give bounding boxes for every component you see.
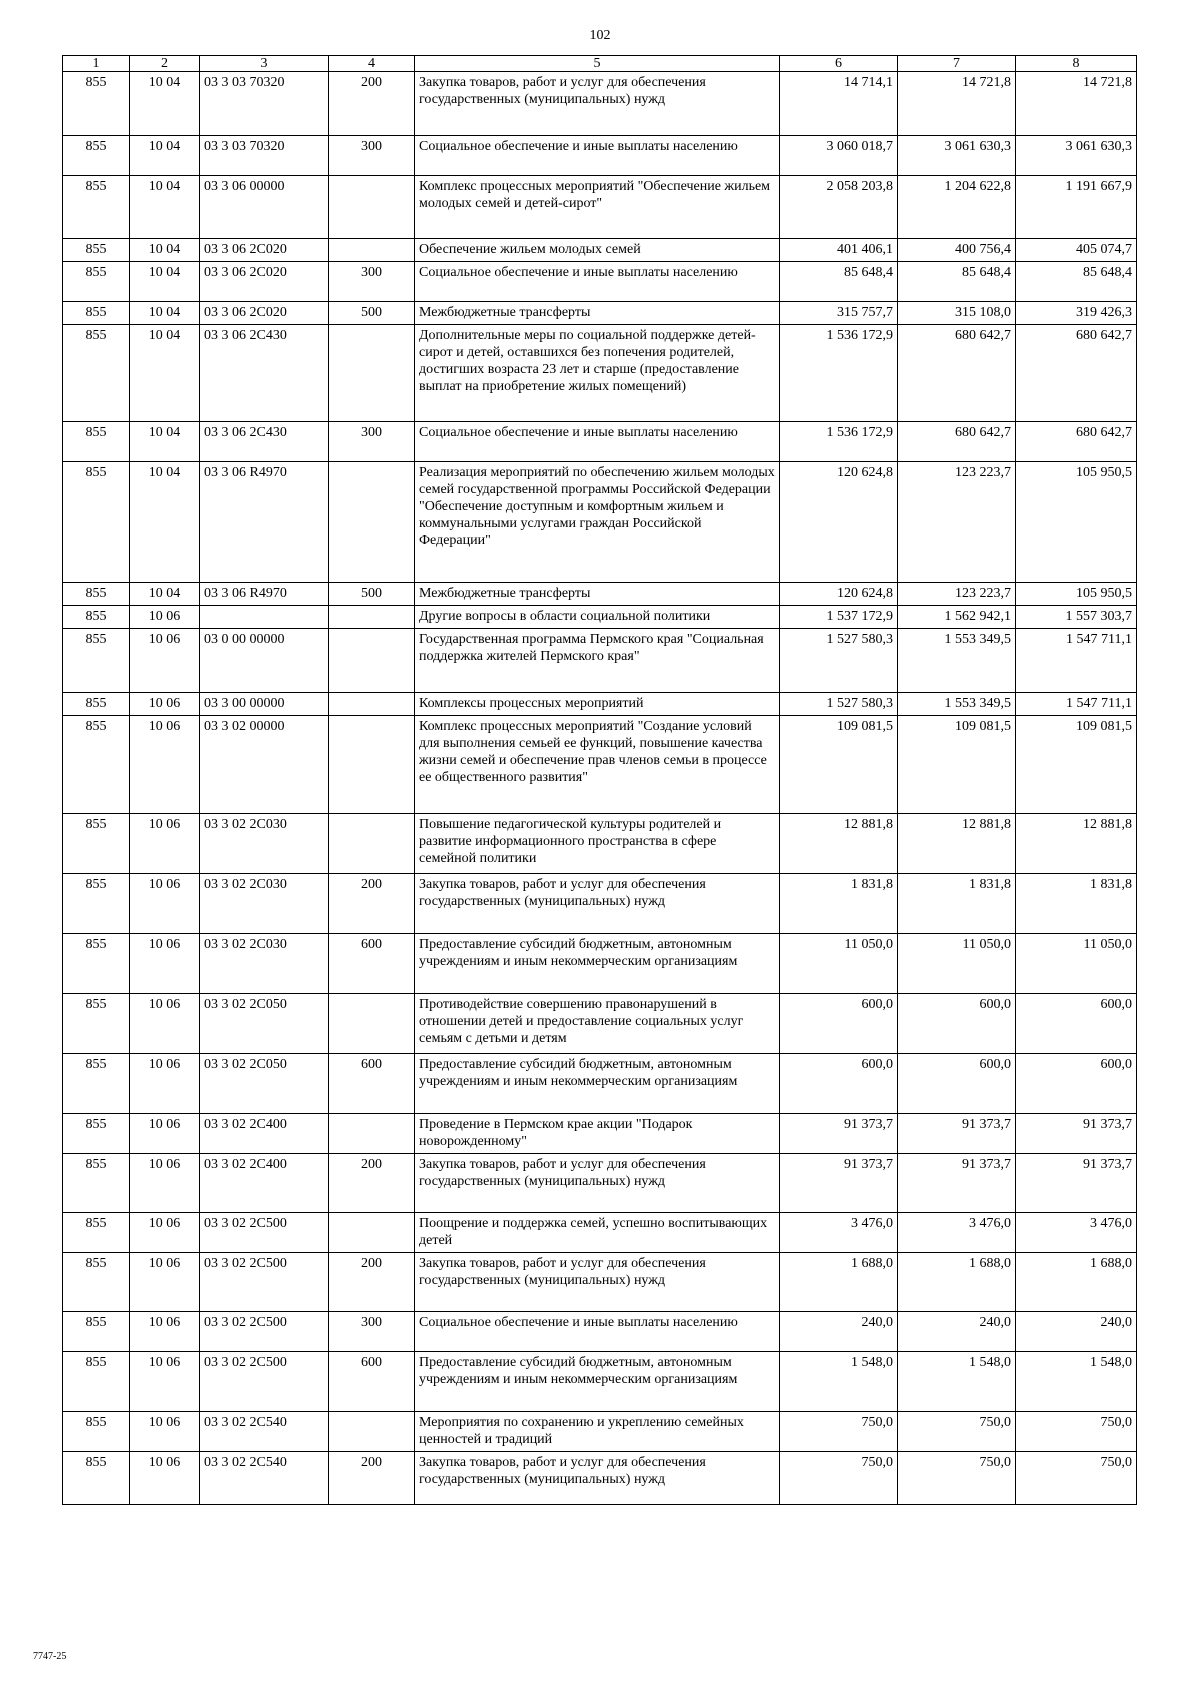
amount-year1-cell: 1 831,8 (780, 874, 898, 934)
amount-year3-cell: 85 648,4 (1016, 262, 1137, 302)
amount-year2-cell: 1 553 349,5 (898, 629, 1016, 693)
column-header: 2 (130, 56, 200, 72)
code-gr-cell: 855 (63, 1352, 130, 1412)
expense-type-cell: 200 (329, 1452, 415, 1505)
section-code-cell: 10 04 (130, 422, 200, 462)
amount-year1-cell: 91 373,7 (780, 1114, 898, 1154)
amount-year2-cell: 1 204 622,8 (898, 176, 1016, 239)
table-row (63, 606, 1137, 629)
target-article-cell: 03 3 02 2С050 (200, 1054, 329, 1114)
amount-year2-cell: 91 373,7 (898, 1114, 1016, 1154)
expense-type-cell: 300 (329, 136, 415, 176)
section-code-cell: 10 06 (130, 874, 200, 934)
expense-type-cell: 300 (329, 1312, 415, 1352)
table-row (63, 325, 1137, 422)
item-name-cell: Закупка товаров, работ и услуг для обеспечения государственных (муниципальных) нужд (415, 72, 780, 136)
table-row (63, 583, 1137, 606)
code-gr-cell: 855 (63, 934, 130, 994)
code-gr-cell: 855 (63, 814, 130, 874)
amount-year3-cell: 1 557 303,7 (1016, 606, 1137, 629)
target-article-cell: 03 3 06 2С430 (200, 325, 329, 422)
amount-year3-cell: 1 688,0 (1016, 1253, 1137, 1312)
code-gr-cell: 855 (63, 1114, 130, 1154)
column-header: 8 (1016, 56, 1137, 72)
code-gr-cell: 855 (63, 629, 130, 693)
amount-year2-cell: 1 548,0 (898, 1352, 1016, 1412)
page-number: 102 (589, 28, 611, 43)
amount-year1-cell: 315 757,7 (780, 302, 898, 325)
expense-type-cell: 300 (329, 262, 415, 302)
target-article-cell: 03 3 06 2С430 (200, 422, 329, 462)
amount-year1-cell: 600,0 (780, 994, 898, 1054)
code-gr-cell: 855 (63, 1312, 130, 1352)
item-name-cell: Мероприятия по сохранению и укреплению семейных ценностей и традиций (415, 1412, 780, 1452)
amount-year1-cell: 3 476,0 (780, 1213, 898, 1253)
expense-type-cell (329, 462, 415, 583)
expense-type-cell (329, 1114, 415, 1154)
table-row (63, 422, 1137, 462)
table-body (63, 72, 1137, 1505)
target-article-cell: 03 3 02 2С400 (200, 1154, 329, 1213)
code-gr-cell: 855 (63, 1412, 130, 1452)
item-name-cell: Предоставление субсидий бюджетным, автономным учреждениям и иным некоммерческим организациям (415, 1352, 780, 1412)
amount-year2-cell: 315 108,0 (898, 302, 1016, 325)
amount-year1-cell: 2 058 203,8 (780, 176, 898, 239)
column-header: 5 (415, 56, 780, 72)
code-gr-cell: 855 (63, 583, 130, 606)
expense-type-cell (329, 994, 415, 1054)
section-code-cell: 10 06 (130, 814, 200, 874)
column-header: 3 (200, 56, 329, 72)
amount-year2-cell: 85 648,4 (898, 262, 1016, 302)
table-row (63, 1253, 1137, 1312)
amount-year2-cell: 750,0 (898, 1412, 1016, 1452)
document-code: 7747-25 (33, 1651, 67, 1662)
table-row (63, 1213, 1137, 1253)
item-name-cell: Комплекс процессных мероприятий "Создание условий для выполнения семьей ее функций, повышение качества жизни семей и обеспечение прав членов семьи в процессе ее общественного развития" (415, 716, 780, 814)
amount-year3-cell: 680 642,7 (1016, 325, 1137, 422)
section-code-cell: 10 04 (130, 176, 200, 239)
amount-year3-cell: 12 881,8 (1016, 814, 1137, 874)
section-code-cell: 10 06 (130, 1154, 200, 1213)
item-name-cell: Предоставление субсидий бюджетным, автономным учреждениям и иным некоммерческим организациям (415, 1054, 780, 1114)
section-code-cell: 10 04 (130, 239, 200, 262)
amount-year1-cell: 1 536 172,9 (780, 422, 898, 462)
expense-type-cell: 600 (329, 1054, 415, 1114)
section-code-cell: 10 06 (130, 1412, 200, 1452)
amount-year1-cell: 240,0 (780, 1312, 898, 1352)
table-row (63, 994, 1137, 1054)
target-article-cell: 03 0 00 00000 (200, 629, 329, 693)
code-gr-cell: 855 (63, 606, 130, 629)
item-name-cell: Социальное обеспечение и иные выплаты населению (415, 1312, 780, 1352)
target-article-cell: 03 3 06 R4970 (200, 462, 329, 583)
table-row (63, 262, 1137, 302)
section-code-cell: 10 04 (130, 136, 200, 176)
code-gr-cell: 855 (63, 136, 130, 176)
target-article-cell: 03 3 02 00000 (200, 716, 329, 814)
table-row (63, 1154, 1137, 1213)
item-name-cell: Государственная программа Пермского края "Социальная поддержка жителей Пермского края" (415, 629, 780, 693)
expense-type-cell: 500 (329, 302, 415, 325)
table-row (63, 136, 1137, 176)
amount-year1-cell: 12 881,8 (780, 814, 898, 874)
expense-type-cell: 600 (329, 1352, 415, 1412)
amount-year2-cell: 3 061 630,3 (898, 136, 1016, 176)
amount-year1-cell: 91 373,7 (780, 1154, 898, 1213)
amount-year2-cell: 3 476,0 (898, 1213, 1016, 1253)
code-gr-cell: 855 (63, 874, 130, 934)
target-article-cell: 03 3 02 2С500 (200, 1213, 329, 1253)
item-name-cell: Закупка товаров, работ и услуг для обеспечения государственных (муниципальных) нужд (415, 1452, 780, 1505)
section-code-cell: 10 06 (130, 606, 200, 629)
amount-year3-cell: 750,0 (1016, 1412, 1137, 1452)
item-name-cell: Закупка товаров, работ и услуг для обеспечения государственных (муниципальных) нужд (415, 1253, 780, 1312)
amount-year3-cell: 240,0 (1016, 1312, 1137, 1352)
table-row (63, 1452, 1137, 1505)
table-row (63, 934, 1137, 994)
amount-year2-cell: 600,0 (898, 994, 1016, 1054)
amount-year3-cell: 600,0 (1016, 1054, 1137, 1114)
item-name-cell: Предоставление субсидий бюджетным, автономным учреждениям и иным некоммерческим организациям (415, 934, 780, 994)
amount-year1-cell: 85 648,4 (780, 262, 898, 302)
target-article-cell: 03 3 06 00000 (200, 176, 329, 239)
item-name-cell: Противодействие совершению правонарушений в отношении детей и предоставление социальных услуг семьям с детьми и детям (415, 994, 780, 1054)
target-article-cell: 03 3 02 2С540 (200, 1412, 329, 1452)
amount-year3-cell: 91 373,7 (1016, 1114, 1137, 1154)
expense-type-cell (329, 814, 415, 874)
amount-year1-cell: 1 688,0 (780, 1253, 898, 1312)
target-article-cell: 03 3 06 2С020 (200, 262, 329, 302)
amount-year3-cell: 680 642,7 (1016, 422, 1137, 462)
code-gr-cell: 855 (63, 239, 130, 262)
target-article-cell: 03 3 02 2С500 (200, 1352, 329, 1412)
expense-type-cell (329, 606, 415, 629)
amount-year2-cell: 1 562 942,1 (898, 606, 1016, 629)
amount-year2-cell: 11 050,0 (898, 934, 1016, 994)
section-code-cell: 10 06 (130, 1352, 200, 1412)
section-code-cell: 10 06 (130, 934, 200, 994)
section-code-cell: 10 06 (130, 1213, 200, 1253)
target-article-cell: 03 3 03 70320 (200, 72, 329, 136)
section-code-cell: 10 06 (130, 1114, 200, 1154)
code-gr-cell: 855 (63, 716, 130, 814)
expense-type-cell (329, 176, 415, 239)
amount-year2-cell: 1 553 349,5 (898, 693, 1016, 716)
expense-type-cell (329, 1213, 415, 1253)
column-header: 1 (63, 56, 130, 72)
item-name-cell: Обеспечение жильем молодых семей (415, 239, 780, 262)
section-code-cell: 10 06 (130, 994, 200, 1054)
target-article-cell: 03 3 02 2С540 (200, 1452, 329, 1505)
amount-year1-cell: 120 624,8 (780, 462, 898, 583)
amount-year1-cell: 11 050,0 (780, 934, 898, 994)
table-row (63, 874, 1137, 934)
table-row (63, 1352, 1137, 1412)
amount-year1-cell: 109 081,5 (780, 716, 898, 814)
expense-type-cell: 200 (329, 72, 415, 136)
amount-year2-cell: 680 642,7 (898, 422, 1016, 462)
expense-type-cell: 200 (329, 874, 415, 934)
table-row (63, 1054, 1137, 1114)
amount-year3-cell: 1 547 711,1 (1016, 629, 1137, 693)
amount-year3-cell: 1 548,0 (1016, 1352, 1137, 1412)
expense-type-cell (329, 239, 415, 262)
column-header: 6 (780, 56, 898, 72)
code-gr-cell: 855 (63, 422, 130, 462)
column-header: 4 (329, 56, 415, 72)
target-article-cell: 03 3 06 2С020 (200, 239, 329, 262)
table-row (63, 1114, 1137, 1154)
table-row (63, 1412, 1137, 1452)
amount-year1-cell: 750,0 (780, 1412, 898, 1452)
amount-year1-cell: 1 527 580,3 (780, 693, 898, 716)
item-name-cell: Комплексы процессных мероприятий (415, 693, 780, 716)
code-gr-cell: 855 (63, 994, 130, 1054)
amount-year3-cell: 1 831,8 (1016, 874, 1137, 934)
budget-table (62, 55, 1137, 1505)
code-gr-cell: 855 (63, 462, 130, 583)
section-code-cell: 10 06 (130, 629, 200, 693)
expense-type-cell (329, 629, 415, 693)
code-gr-cell: 855 (63, 1253, 130, 1312)
amount-year1-cell: 750,0 (780, 1452, 898, 1505)
target-article-cell (200, 606, 329, 629)
expense-type-cell: 600 (329, 934, 415, 994)
section-code-cell: 10 04 (130, 72, 200, 136)
table-row (63, 1312, 1137, 1352)
amount-year3-cell: 105 950,5 (1016, 462, 1137, 583)
amount-year2-cell: 750,0 (898, 1452, 1016, 1505)
amount-year2-cell: 12 881,8 (898, 814, 1016, 874)
amount-year1-cell: 120 624,8 (780, 583, 898, 606)
amount-year3-cell: 405 074,7 (1016, 239, 1137, 262)
target-article-cell: 03 3 06 2С020 (200, 302, 329, 325)
table-row (63, 629, 1137, 693)
amount-year2-cell: 240,0 (898, 1312, 1016, 1352)
table-row (63, 462, 1137, 583)
expense-type-cell (329, 1412, 415, 1452)
section-code-cell: 10 06 (130, 1253, 200, 1312)
amount-year2-cell: 680 642,7 (898, 325, 1016, 422)
code-gr-cell: 855 (63, 693, 130, 716)
expense-type-cell (329, 693, 415, 716)
target-article-cell: 03 3 00 00000 (200, 693, 329, 716)
section-code-cell: 10 04 (130, 583, 200, 606)
expense-type-cell (329, 325, 415, 422)
amount-year3-cell: 105 950,5 (1016, 583, 1137, 606)
amount-year2-cell: 1 688,0 (898, 1253, 1016, 1312)
amount-year2-cell: 1 831,8 (898, 874, 1016, 934)
amount-year3-cell: 91 373,7 (1016, 1154, 1137, 1213)
section-code-cell: 10 06 (130, 1452, 200, 1505)
table-row (63, 176, 1137, 239)
amount-year2-cell: 109 081,5 (898, 716, 1016, 814)
code-gr-cell: 855 (63, 1213, 130, 1253)
section-code-cell: 10 04 (130, 462, 200, 583)
amount-year3-cell: 750,0 (1016, 1452, 1137, 1505)
amount-year3-cell: 14 721,8 (1016, 72, 1137, 136)
amount-year1-cell: 401 406,1 (780, 239, 898, 262)
amount-year2-cell: 123 223,7 (898, 462, 1016, 583)
code-gr-cell: 855 (63, 1452, 130, 1505)
expense-type-cell: 200 (329, 1154, 415, 1213)
amount-year1-cell: 1 536 172,9 (780, 325, 898, 422)
amount-year1-cell: 1 527 580,3 (780, 629, 898, 693)
amount-year3-cell: 3 061 630,3 (1016, 136, 1137, 176)
item-name-cell: Межбюджетные трансферты (415, 302, 780, 325)
code-gr-cell: 855 (63, 262, 130, 302)
item-name-cell: Социальное обеспечение и иные выплаты населению (415, 262, 780, 302)
item-name-cell: Реализация мероприятий по обеспечению жильем молодых семей государственной программы Российской Федерации "Обеспечение доступным и комфортным жильем и коммунальными услугами граждан Российской Федерации" (415, 462, 780, 583)
target-article-cell: 03 3 02 2С030 (200, 934, 329, 994)
target-article-cell: 03 3 02 2С030 (200, 874, 329, 934)
section-code-cell: 10 06 (130, 1054, 200, 1114)
amount-year3-cell: 319 426,3 (1016, 302, 1137, 325)
target-article-cell: 03 3 03 70320 (200, 136, 329, 176)
code-gr-cell: 855 (63, 302, 130, 325)
amount-year3-cell: 1 547 711,1 (1016, 693, 1137, 716)
item-name-cell: Закупка товаров, работ и услуг для обеспечения государственных (муниципальных) нужд (415, 1154, 780, 1213)
amount-year1-cell: 1 537 172,9 (780, 606, 898, 629)
expense-type-cell: 200 (329, 1253, 415, 1312)
amount-year1-cell: 3 060 018,7 (780, 136, 898, 176)
target-article-cell: 03 3 02 2С050 (200, 994, 329, 1054)
item-name-cell: Проведение в Пермском крае акции "Подарок новорожденному" (415, 1114, 780, 1154)
item-name-cell: Дополнительные меры по социальной поддержке детей-сирот и детей, оставшихся без попечения родителей, достигших возраста 23 лет и старше (предоставление выплат на приобретение жилых помещений) (415, 325, 780, 422)
item-name-cell: Социальное обеспечение и иные выплаты населению (415, 136, 780, 176)
table-row (63, 302, 1137, 325)
section-code-cell: 10 04 (130, 262, 200, 302)
amount-year2-cell: 14 721,8 (898, 72, 1016, 136)
amount-year2-cell: 91 373,7 (898, 1154, 1016, 1213)
target-article-cell: 03 3 02 2С030 (200, 814, 329, 874)
section-code-cell: 10 06 (130, 1312, 200, 1352)
amount-year2-cell: 123 223,7 (898, 583, 1016, 606)
section-code-cell: 10 04 (130, 325, 200, 422)
amount-year3-cell: 600,0 (1016, 994, 1137, 1054)
amount-year3-cell: 3 476,0 (1016, 1213, 1137, 1253)
table-row (63, 716, 1137, 814)
table-row (63, 693, 1137, 716)
section-code-cell: 10 04 (130, 302, 200, 325)
expense-type-cell (329, 716, 415, 814)
amount-year1-cell: 600,0 (780, 1054, 898, 1114)
table-row (63, 814, 1137, 874)
code-gr-cell: 855 (63, 72, 130, 136)
column-header: 7 (898, 56, 1016, 72)
table-row (63, 239, 1137, 262)
target-article-cell: 03 3 02 2С500 (200, 1253, 329, 1312)
code-gr-cell: 855 (63, 176, 130, 239)
header-row (63, 56, 1137, 72)
expense-type-cell: 300 (329, 422, 415, 462)
item-name-cell: Закупка товаров, работ и услуг для обеспечения государственных (муниципальных) нужд (415, 874, 780, 934)
amount-year2-cell: 600,0 (898, 1054, 1016, 1114)
item-name-cell: Поощрение и поддержка семей, успешно воспитывающих детей (415, 1213, 780, 1253)
amount-year1-cell: 1 548,0 (780, 1352, 898, 1412)
amount-year3-cell: 109 081,5 (1016, 716, 1137, 814)
amount-year3-cell: 11 050,0 (1016, 934, 1137, 994)
section-code-cell: 10 06 (130, 716, 200, 814)
item-name-cell: Комплекс процессных мероприятий "Обеспечение жильем молодых семей и детей-сирот" (415, 176, 780, 239)
target-article-cell: 03 3 06 R4970 (200, 583, 329, 606)
target-article-cell: 03 3 02 2С400 (200, 1114, 329, 1154)
code-gr-cell: 855 (63, 1054, 130, 1114)
item-name-cell: Другие вопросы в области социальной политики (415, 606, 780, 629)
item-name-cell: Межбюджетные трансферты (415, 583, 780, 606)
amount-year3-cell: 1 191 667,9 (1016, 176, 1137, 239)
item-name-cell: Повышение педагогической культуры родителей и развитие информационного пространства в сфере семейной политики (415, 814, 780, 874)
section-code-cell: 10 06 (130, 693, 200, 716)
amount-year1-cell: 14 714,1 (780, 72, 898, 136)
code-gr-cell: 855 (63, 1154, 130, 1213)
table-row (63, 72, 1137, 136)
code-gr-cell: 855 (63, 325, 130, 422)
amount-year2-cell: 400 756,4 (898, 239, 1016, 262)
expense-type-cell: 500 (329, 583, 415, 606)
target-article-cell: 03 3 02 2С500 (200, 1312, 329, 1352)
item-name-cell: Социальное обеспечение и иные выплаты населению (415, 422, 780, 462)
